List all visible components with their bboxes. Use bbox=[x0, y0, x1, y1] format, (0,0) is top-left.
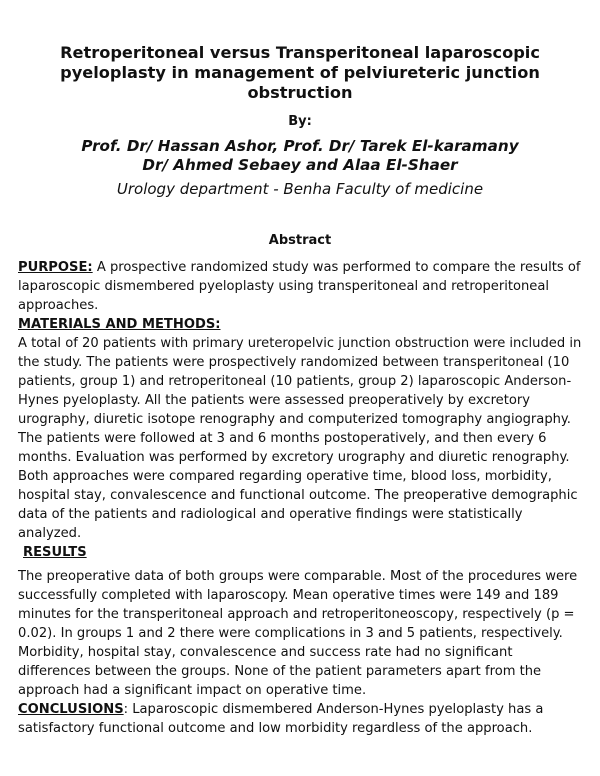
purpose-paragraph bbox=[18, 258, 584, 315]
affiliation: Urology department - Benha Faculty of medicine bbox=[116, 180, 484, 198]
purpose-heading: PURPOSE: bbox=[18, 260, 93, 275]
results-text: The preoperative data of both groups were comparable. Most of the procedures were successfully completed with laparoscopy. Mean operative times were 149 and 189 minutes for the transperitoneal approach and retroperitoneoscopy, respectively (p = 0.02). In groups 1 and 2 there were complications in 3 and 5 patients, respectively. Morbidity, hospital stay, convalescence and success rate had no significant differences between the groups. None of the patient parameters apart from the approach had a significant impact on operative time. bbox=[18, 569, 578, 698]
abstract-heading: Abstract bbox=[268, 233, 332, 248]
results-heading: RESULTS bbox=[23, 545, 87, 560]
conclusions-paragraph bbox=[18, 700, 584, 738]
purpose-text: A prospective randomized study was performed to compare the results of laparoscopic dismembered pyeloplasty using transperitoneal and retroperitoneal approaches. bbox=[18, 260, 581, 313]
conclusions-text: : Laparoscopic dismembered Anderson-Hynes pyeloplasty has a satisfactory functional outcome and low morbidity regardless of the approach. bbox=[18, 702, 544, 736]
authors-line-2: Dr/ Ahmed Sebaey and Alaa El-Shaer bbox=[142, 156, 458, 174]
methods-text: A total of 20 patients with primary ureteropelvic junction obstruction were included in the study. The patients were prospectively randomized between transperitoneal (10 patients, group 1) and retroperitoneal (10 patients, group 2) laparoscopic Anderson-Hynes pyeloplasty. All the patients were assessed preoperatively by excretory urography, diuretic isotope renography and computerized tomography angiography. The patients were followed at 3 and 6 months postoperatively, and then every 6 months. Evaluation was performed by excretory urography and diuretic renography. Both approaches were compared regarding operative time, blood loss, morbidity, hospital stay, convalescence and functional outcome. The preoperative demographic data of the patients and radiological and operative findings were statistically analyzed. bbox=[18, 336, 582, 541]
authors-line-1: Prof. Dr/ Hassan Ashor, Prof. Dr/ Tarek El-karamany bbox=[81, 137, 519, 155]
by-label: By: bbox=[288, 114, 312, 129]
authors bbox=[0, 137, 600, 175]
paper-title: Retroperitoneal versus Transperitoneal laparoscopic pyeloplasty in management of pelviureteric junction obstruction bbox=[60, 43, 540, 102]
methods-heading: MATERIALS AND METHODS: bbox=[18, 317, 221, 332]
abstract-body bbox=[18, 258, 584, 738]
conclusions-heading: CONCLUSIONS bbox=[18, 702, 124, 717]
